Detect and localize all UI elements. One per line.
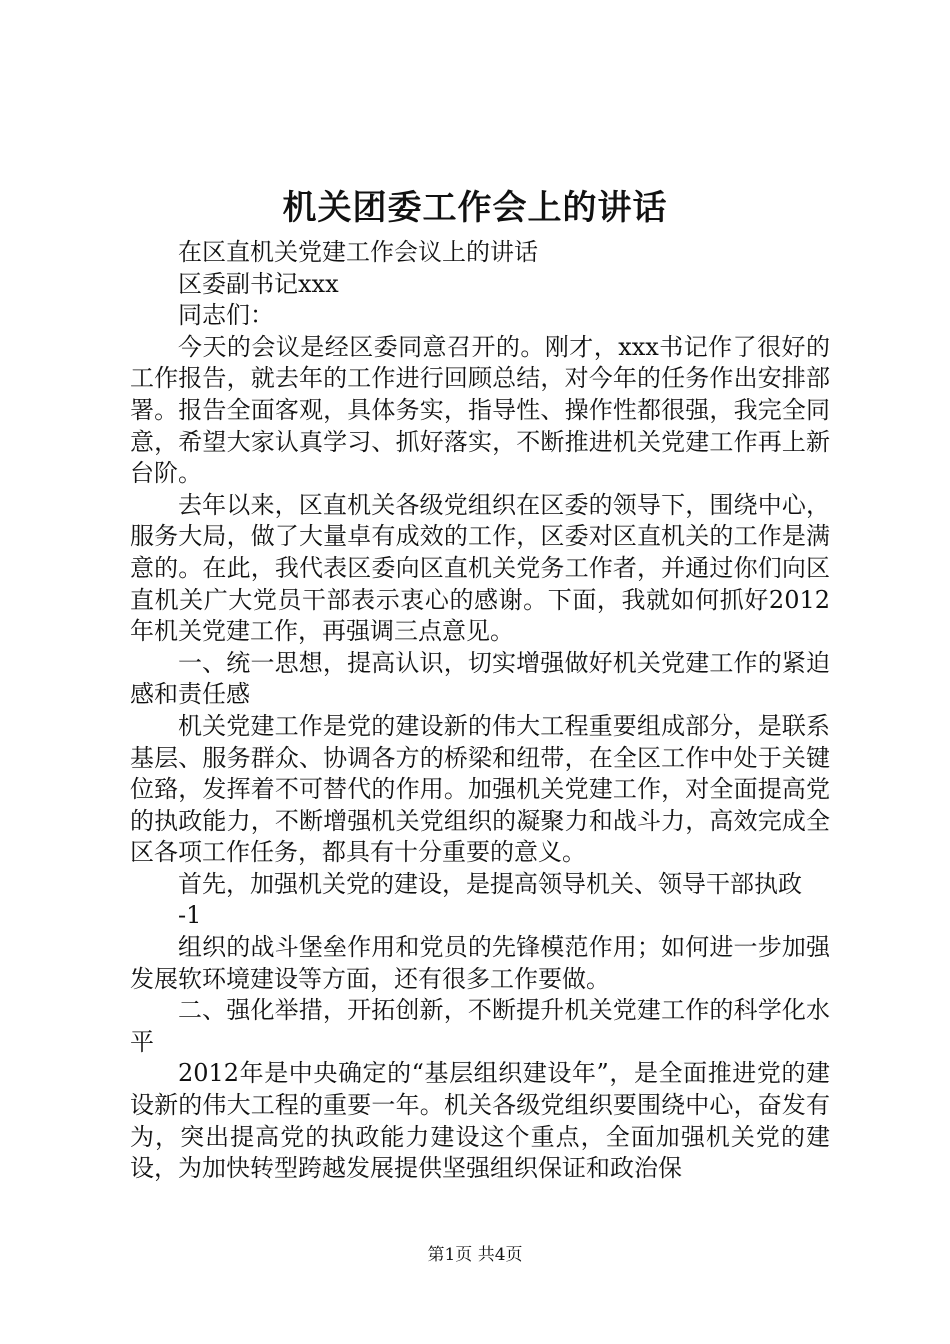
paragraph: 机关党建工作是党的建设新的伟大工程重要组成部分，是联系基层、服务群众、协调各方的桥梁和纽带，在全区工作中处于关键位臵，发挥着不可替代的作用。加强机关党建工作，对全面提高党的执政能力，不断增强机关党组织的凝聚力和战斗力，高效完成全区各项工作任务，都具有十分重要的意义。 (130, 711, 830, 867)
section-heading: 二、强化举措，开拓创新，不断提升机关党建工作的科学化水平 (130, 996, 830, 1056)
salutation: 同志们： (178, 301, 274, 330)
inline-page-mark: -1 (178, 901, 202, 930)
section-heading: 一、统一思想，提高认识，切实增强做好机关党建工作的紧迫感和责任感 (130, 648, 830, 709)
paragraph: 2012年是中央确定的“基层组织建设年”，是全面推进党的建设新的伟大工程的重要一年。机关各级党组织要围绕中心，奋发有为，突出提高党的执政能力建设这个重点，全面加强机关党的建设，为加快转型跨越发展提供坚强组织保证和政治保 (130, 1059, 830, 1183)
speech-subtitle: 在区直机关党建工作会议上的讲话 (178, 238, 538, 266)
paragraph: 去年以来，区直机关各级党组织在区委的领导下，围绕中心，服务大局，做了大量卓有成效的工作，区委对区直机关的工作是满意的。在此，我代表区委向区直机关党务工作者，并通过你们向区直机关广大党员干部表示衷心的感谢。下面，我就如何抓好2012年机关党建工作，再强调三点意见。 (130, 490, 830, 646)
paragraph: 组织的战斗堡垒作用和党员的先锋模范作用；如何进一步加强发展软环境建设等方面，还有很多工作要做。 (130, 933, 830, 993)
paragraph: 首先，加强机关党的建设，是提高领导机关、领导干部执政 (178, 869, 802, 898)
page-footer: 第1页 共4页 (427, 1245, 523, 1265)
speaker-line: 区委副书记xxx (178, 269, 339, 298)
document-body (130, 237, 830, 1185)
document-title: 机关团委工作会上的讲话 (282, 188, 668, 228)
paragraph: 今天的会议是经区委同意召开的。刚才，xxx书记作了很好的工作报告，就去年的工作进行回顾总结，对今年的任务作出安排部署。报告全面客观，具体务实，指导性、操作性都很强，我完全同意，希望大家认真学习、抓好落实，不断推进机关党建工作再上新台阶。 (130, 332, 830, 488)
